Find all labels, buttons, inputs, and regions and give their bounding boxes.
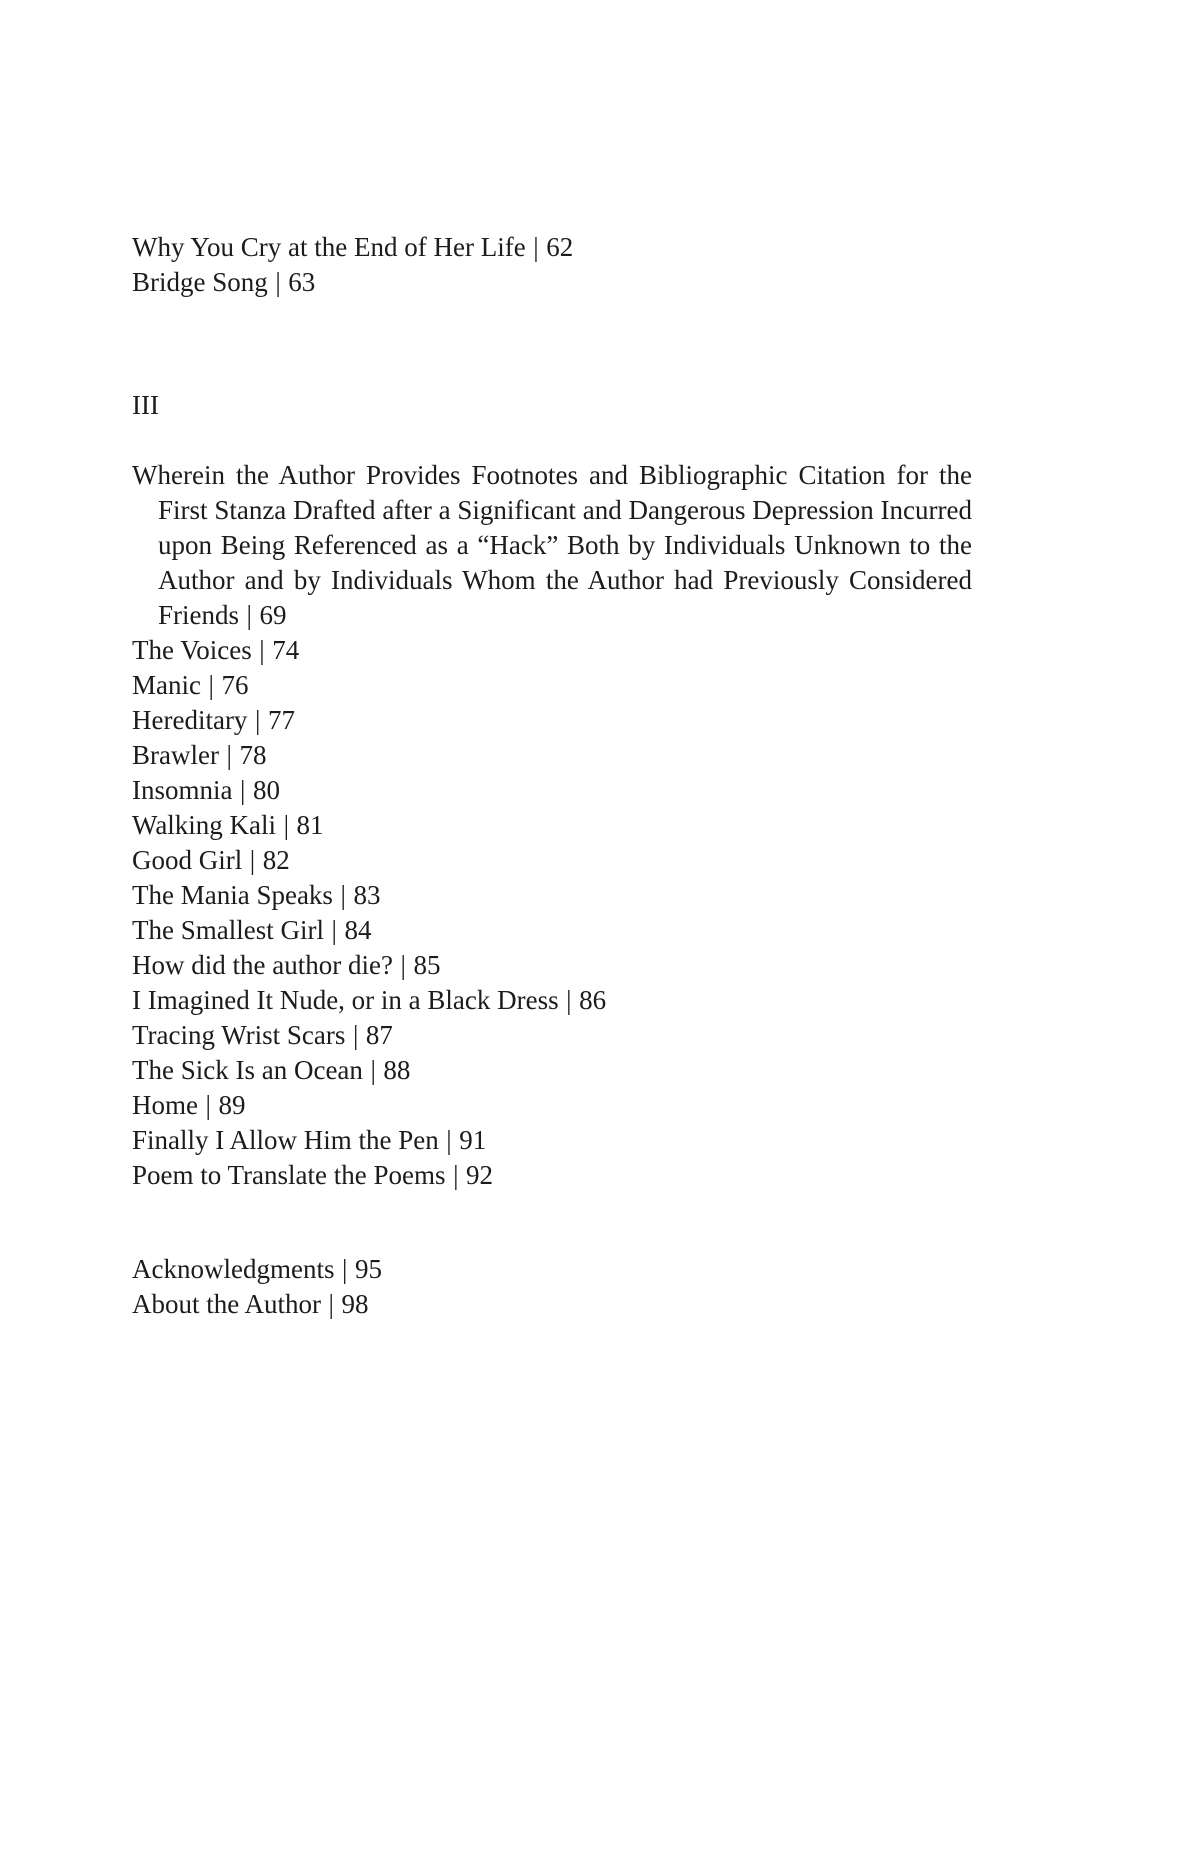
entry-title: Poem to Translate the Poems bbox=[132, 1160, 446, 1190]
entry-page-number: 63 bbox=[288, 267, 316, 297]
entry-page-number: 95 bbox=[354, 1254, 382, 1284]
entry-separator: | bbox=[370, 1055, 376, 1085]
entry-title: Good Girl bbox=[132, 845, 243, 875]
toc-entry bbox=[132, 230, 972, 265]
entry-page-number: 89 bbox=[218, 1090, 246, 1120]
toc-entry bbox=[132, 948, 972, 983]
entry-title: Insomnia bbox=[132, 775, 233, 805]
toc-entry bbox=[132, 265, 972, 300]
toc-entry bbox=[132, 668, 972, 703]
entry-title: How did the author die? bbox=[132, 950, 393, 980]
entry-title: Bridge Song bbox=[132, 267, 268, 297]
entry-separator: | bbox=[331, 915, 337, 945]
entry-separator: | bbox=[208, 670, 214, 700]
entry-separator: | bbox=[342, 1254, 348, 1284]
entry-page-number: 83 bbox=[353, 880, 381, 910]
entry-title: About the Author bbox=[132, 1289, 321, 1319]
entry-page-number: 91 bbox=[459, 1125, 487, 1155]
toc-entry bbox=[132, 1088, 972, 1123]
toc-section-list bbox=[132, 458, 972, 1193]
entry-title: Home bbox=[132, 1090, 198, 1120]
entry-title: The Smallest Girl bbox=[132, 915, 324, 945]
entry-page-number: 62 bbox=[546, 232, 574, 262]
toc-entry bbox=[132, 1123, 972, 1158]
entry-title: Why You Cry at the End of Her Life bbox=[132, 232, 526, 262]
entry-title: Acknowledgments bbox=[132, 1254, 335, 1284]
entry-title: Wherein the Author Provides Footnotes and Bibliographic Citation for the First Stanza Drafted after a Significant and Dangerous Depression Incurred upon Being Referenced as a “Hack” Both by Individuals Unknown to the Author and by Individuals Whom the Author had Previously Considered Friends bbox=[132, 460, 972, 630]
entry-page-number: 85 bbox=[413, 950, 441, 980]
toc-top-list bbox=[132, 230, 972, 300]
entry-page-number: 88 bbox=[383, 1055, 411, 1085]
entry-title: Brawler bbox=[132, 740, 219, 770]
toc-entry bbox=[132, 843, 972, 878]
entry-page-number: 78 bbox=[239, 740, 267, 770]
entry-title: The Voices bbox=[132, 635, 252, 665]
entry-page-number: 92 bbox=[466, 1160, 494, 1190]
entry-separator: | bbox=[328, 1289, 334, 1319]
toc-entry bbox=[132, 1287, 972, 1322]
entry-page-number: 82 bbox=[262, 845, 290, 875]
toc-entry bbox=[132, 1018, 972, 1053]
entry-title: I Imagined It Nude, or in a Black Dress bbox=[132, 985, 559, 1015]
entry-title: Tracing Wrist Scars bbox=[132, 1020, 346, 1050]
entry-page-number: 80 bbox=[253, 775, 280, 805]
entry-separator: | bbox=[226, 740, 232, 770]
entry-page-number: 69 bbox=[259, 600, 287, 630]
toc-back-matter-list bbox=[132, 1252, 972, 1322]
entry-separator: | bbox=[246, 600, 252, 630]
entry-separator: | bbox=[340, 880, 346, 910]
entry-title: Walking Kali bbox=[132, 810, 277, 840]
entry-separator: | bbox=[249, 845, 256, 875]
toc-entry bbox=[132, 913, 972, 948]
entry-page-number: 76 bbox=[221, 670, 249, 700]
entry-title: The Mania Speaks bbox=[132, 880, 333, 910]
toc-entry bbox=[132, 808, 972, 843]
toc-entry bbox=[132, 983, 972, 1018]
entry-separator: | bbox=[352, 1020, 359, 1050]
entry-separator: | bbox=[533, 232, 539, 262]
entry-separator: | bbox=[446, 1125, 452, 1155]
entry-separator: | bbox=[283, 810, 289, 840]
entry-page-number: 86 bbox=[579, 985, 607, 1015]
entry-separator: | bbox=[453, 1160, 459, 1190]
entry-page-number: 81 bbox=[296, 810, 324, 840]
toc-entry bbox=[132, 1158, 972, 1193]
entry-page-number: 87 bbox=[365, 1020, 393, 1050]
toc-entry bbox=[132, 703, 972, 738]
entry-page-number: 77 bbox=[267, 705, 295, 735]
entry-page-number: 98 bbox=[341, 1289, 369, 1319]
entry-separator: | bbox=[400, 950, 406, 980]
entry-separator: | bbox=[259, 635, 265, 665]
entry-title: Finally I Allow Him the Pen bbox=[132, 1125, 439, 1155]
toc-entry bbox=[132, 738, 972, 773]
entry-separator: | bbox=[205, 1090, 211, 1120]
entry-separator: | bbox=[240, 775, 246, 805]
toc-entry bbox=[132, 773, 972, 808]
entry-separator: | bbox=[254, 705, 261, 735]
toc-entry bbox=[132, 878, 972, 913]
entry-page-number: 84 bbox=[344, 915, 372, 945]
toc-entry bbox=[132, 1053, 972, 1088]
entry-separator: | bbox=[566, 985, 572, 1015]
entry-page-number: 74 bbox=[272, 635, 300, 665]
entry-title: The Sick Is an Ocean bbox=[132, 1055, 363, 1085]
toc-entry bbox=[132, 1252, 972, 1287]
toc-entry bbox=[132, 458, 972, 633]
entry-title: Manic bbox=[132, 670, 201, 700]
entry-title: Hereditary bbox=[132, 705, 248, 735]
toc-entry bbox=[132, 633, 972, 668]
entry-separator: | bbox=[275, 267, 281, 297]
section-heading: III bbox=[132, 390, 159, 420]
